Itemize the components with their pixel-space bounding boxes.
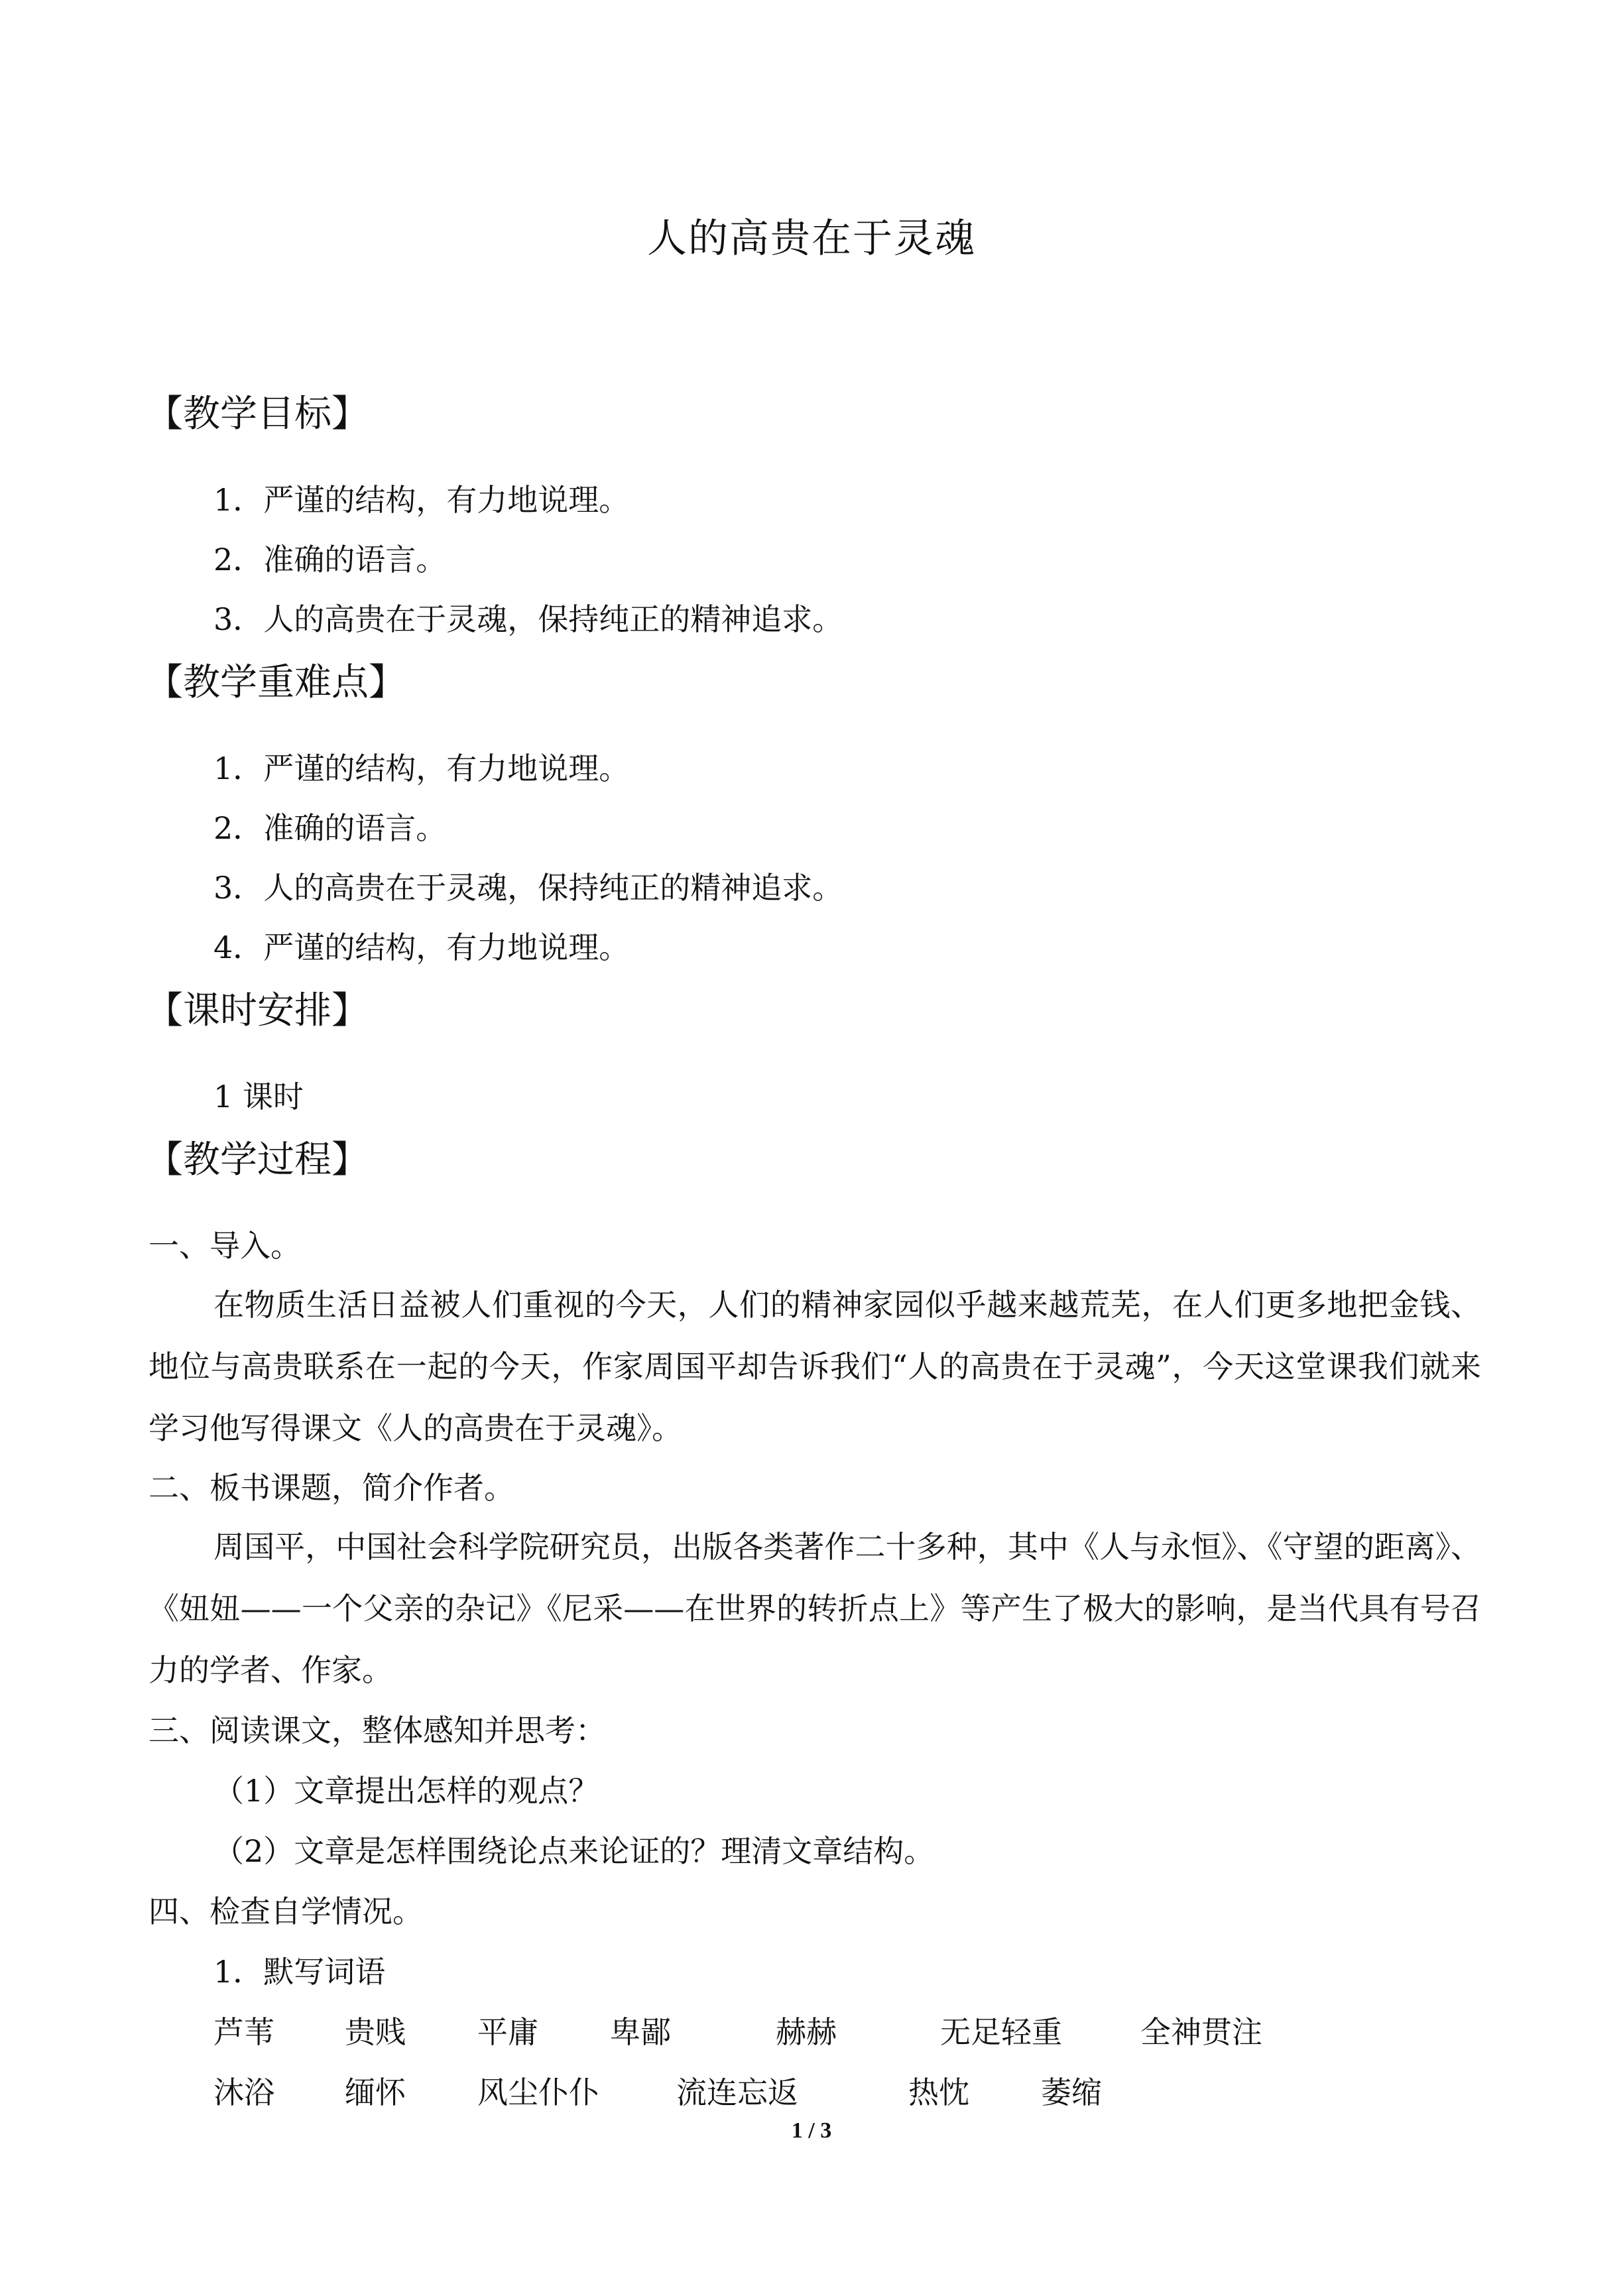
vocab-word: 赫赫 [776, 2014, 837, 2050]
key-point-item-3: 3．人的高贵在于灵魂，保持纯正的精神追求。 [213, 870, 843, 906]
vocab-word: 无足轻重 [940, 2014, 1062, 2050]
key-point-item-1: 1．严谨的结构，有力地说理。 [213, 751, 630, 786]
process-step-2-paragraph: 周国平，中国社会科学院研究员，出版各类著作二十多种，其中《人与永恒》、《守望的距离》、《妞妞——一个父亲的杂记》《尼采——在世界的转折点上》等产生了极大的影响，是当代具有号召力的学者、作家。 [149, 1529, 1481, 1688]
objective-item-1: 1．严谨的结构，有力地说理。 [213, 482, 630, 518]
vocab-word: 风尘仆仆 [477, 2075, 599, 2110]
process-step-3-question-2: （2）文章是怎样围绕论点来论证的？理清文章结构。 [213, 1833, 935, 1869]
vocab-word: 贵贱 [345, 2014, 406, 2050]
vocab-word: 全神贯注 [1140, 2014, 1262, 2050]
key-point-item-4: 4．严谨的结构，有力地说理。 [213, 930, 630, 965]
vocab-word: 沐浴 [213, 2075, 274, 2110]
objective-item-2: 2．准确的语言。 [213, 542, 447, 577]
section-heading-key-points: 【教学重难点】 [146, 661, 406, 704]
process-step-4-title: 四、检查自学情况。 [149, 1894, 423, 1929]
schedule-text: 1 课时 [213, 1079, 304, 1115]
process-step-4-subtitle: 1．默写词语 [213, 1954, 386, 1990]
vocab-word: 热忱 [908, 2075, 969, 2110]
process-step-3-question-1: （1）文章提出怎样的观点？ [213, 1773, 599, 1809]
key-point-item-2: 2．准确的语言。 [213, 810, 447, 846]
process-step-2-title: 二、板书课题，简介作者。 [149, 1470, 514, 1506]
vocab-word: 流连忘返 [676, 2075, 798, 2110]
vocab-word: 缅怀 [345, 2075, 406, 2110]
vocab-word: 平庸 [477, 2014, 538, 2050]
section-heading-objectives: 【教学目标】 [146, 393, 369, 436]
section-heading-schedule: 【课时安排】 [146, 989, 369, 1032]
process-step-1-paragraph: 在物质生活日益被人们重视的今天，人们的精神家园似乎越来越荒芜，在人们更多地把金钱、地位与高贵联系在一起的今天，作家周国平却告诉我们“人的高贵在于灵魂”，今天这堂课我们就来学习他写得课文《人的高贵在于灵魂》。 [149, 1287, 1481, 1446]
objective-item-3: 3．人的高贵在于灵魂，保持纯正的精神追求。 [213, 601, 843, 637]
vocab-row-2 [213, 2071, 1407, 2114]
vocab-word: 卑鄙 [610, 2014, 671, 2050]
document-title: 人的高贵在于灵魂 [647, 215, 976, 262]
vocab-word: 芦苇 [213, 2014, 274, 2050]
page-number: 1 / 3 [791, 2118, 832, 2143]
section-heading-process: 【教学过程】 [146, 1138, 369, 1181]
vocab-row-1 [213, 2011, 1407, 2053]
process-step-3-title: 三、阅读课文，整体感知并思考： [149, 1713, 606, 1748]
vocab-word: 萎缩 [1041, 2075, 1102, 2110]
process-step-1-title: 一、导入。 [149, 1228, 301, 1264]
